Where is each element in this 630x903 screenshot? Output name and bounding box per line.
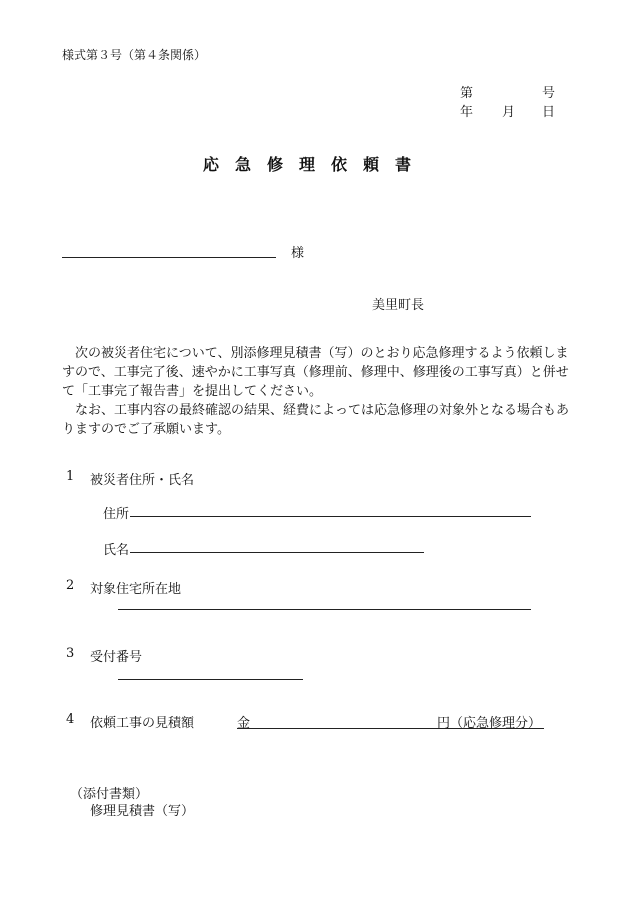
sender: 美里町長 [372, 298, 425, 313]
name-label: 氏名 [103, 543, 130, 558]
form-number: 様式第３号（第４条関係） [62, 48, 207, 62]
section-3-label: 受付番号 [90, 650, 143, 665]
section-4-number: 4 [66, 712, 75, 727]
section-2-number: 2 [66, 578, 75, 593]
date-month: 月 [502, 105, 516, 120]
section-1-number: 1 [66, 469, 75, 484]
name-field[interactable] [130, 552, 424, 553]
section-2-label: 対象住宅所在地 [90, 582, 182, 597]
body-paragraph-2: なお、工事内容の最終確認の結果、経費によっては応急修理の対象外となる場合もありますのでご了承願います。 [62, 403, 570, 437]
section-3-number: 3 [66, 646, 75, 661]
body-text [62, 344, 570, 439]
attachment-item: 修理見積書（写） [90, 804, 195, 819]
address-field[interactable] [130, 516, 531, 517]
attachments-heading: （添付書類） [70, 787, 149, 802]
amount-prefix: 金 [237, 716, 251, 731]
reception-number-field[interactable] [118, 679, 303, 680]
date-day: 日 [542, 105, 556, 120]
doc-number-suffix: 号 [542, 86, 556, 101]
amount-suffix: 円（応急修理分） [437, 716, 542, 731]
section-4-label: 依頼工事の見積額 [90, 716, 195, 731]
date-year: 年 [460, 105, 474, 120]
body-paragraph-1: 次の被災者住宅について、別添修理見積書（写）のとおり応急修理するよう依頼しますので、工事完了後、速やかに工事写真（修理前、修理中、修理後の工事写真）と併せて「工事完了報告書」を提出してください。 [62, 346, 569, 399]
doc-number-prefix: 第 [460, 86, 474, 101]
page-title: 応急修理依頼書 [202, 155, 427, 174]
address-label: 住所 [103, 507, 130, 522]
addressee-line [62, 257, 276, 258]
property-location-field[interactable] [118, 609, 531, 610]
addressee-suffix: 様 [291, 246, 305, 261]
section-1-label: 被災者住所・氏名 [90, 473, 195, 488]
